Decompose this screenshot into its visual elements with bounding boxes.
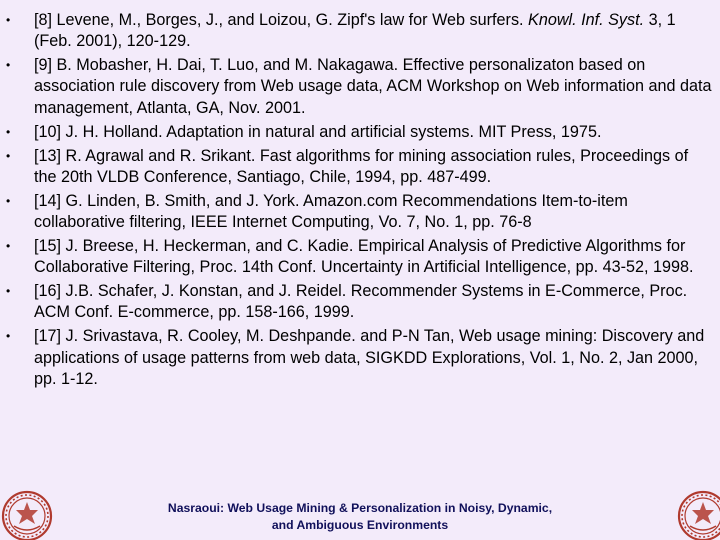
- bullet-icon: •: [6, 148, 11, 163]
- bullet-icon: •: [6, 58, 11, 73]
- reference-item: [0, 326, 720, 390]
- reference-text: [15] J. Breese, H. Heckerman, and C. Kadie. Empirical Analysis of Predictive Algorithms for Collaborative Filtering, Proc. 14th Conf. Uncertainty in Artificial Intelligence, pp. 43-52, 1998.: [34, 236, 694, 277]
- reference-text: [9] B. Mobasher, H. Dai, T. Luo, and M. Nakagawa. Effective personalizaton based on association rule discovery from Web usage data, ACM Workshop on Web information and data management, Atlanta, GA, Nov. 2001.: [34, 56, 712, 117]
- reference-item: [0, 146, 720, 189]
- bullet-icon: •: [6, 13, 11, 27]
- reference-item: [0, 281, 720, 324]
- reference-journal: Knowl. Inf. Syst.: [528, 11, 645, 29]
- university-seal-icon: [0, 486, 54, 540]
- reference-text: [8] Levene, M., Borges, J., and Loizou, G. Zipf's law for Web surfers.: [34, 11, 529, 29]
- reference-text: [14] G. Linden, B. Smith, and J. York. Amazon.com Recommendations Item-to-item collaborative filtering, IEEE Internet Computing, Vo. 7, No. 1, pp. 76-8: [34, 191, 628, 232]
- slide-footer: [130, 500, 590, 534]
- reference-text: [17] J. Srivastava, R. Cooley, M. Deshpande. and P-N Tan, Web usage mining: Discovery and applications of usage patterns from web data, SIGKDD Explorations, Vol. 1, No. 2, Jan 2000, pp. 1-12.: [34, 327, 705, 388]
- reference-item: [0, 122, 720, 143]
- bullet-icon: •: [6, 329, 11, 344]
- reference-item: [0, 10, 720, 53]
- university-seal-icon: [676, 486, 720, 540]
- reference-text-tail: 3, 1 (Feb. 2001), 120-129.: [34, 11, 676, 51]
- bullet-icon: •: [6, 124, 11, 139]
- footer-line-1: Nasraoui: Web Usage Mining & Personalization in Noisy, Dynamic,: [167, 501, 553, 515]
- bullet-icon: •: [6, 193, 11, 208]
- reference-text: [16] J.B. Schafer, J. Konstan, and J. Reidel. Recommender Systems in E-Commerce, Proc. ACM Conf. E-commerce, pp. 158-166, 1999.: [34, 282, 688, 322]
- bullet-icon: •: [6, 238, 11, 253]
- bullet-icon: •: [6, 284, 11, 299]
- reference-text: [10] J. H. Holland. Adaptation in natural and artificial systems. MIT Press, 1975.: [34, 122, 602, 141]
- reference-item: [0, 236, 720, 279]
- reference-item: [0, 55, 720, 119]
- reference-text: [13] R. Agrawal and R. Srikant. Fast algorithms for mining association rules, Proceedings of the 20th VLDB Conference, Santiago, Chile, 1994, pp. 487-499.: [34, 146, 689, 186]
- reference-item: [0, 191, 720, 234]
- footer-line-2: and Ambiguous Environments: [271, 518, 449, 532]
- reference-list: [0, 10, 720, 393]
